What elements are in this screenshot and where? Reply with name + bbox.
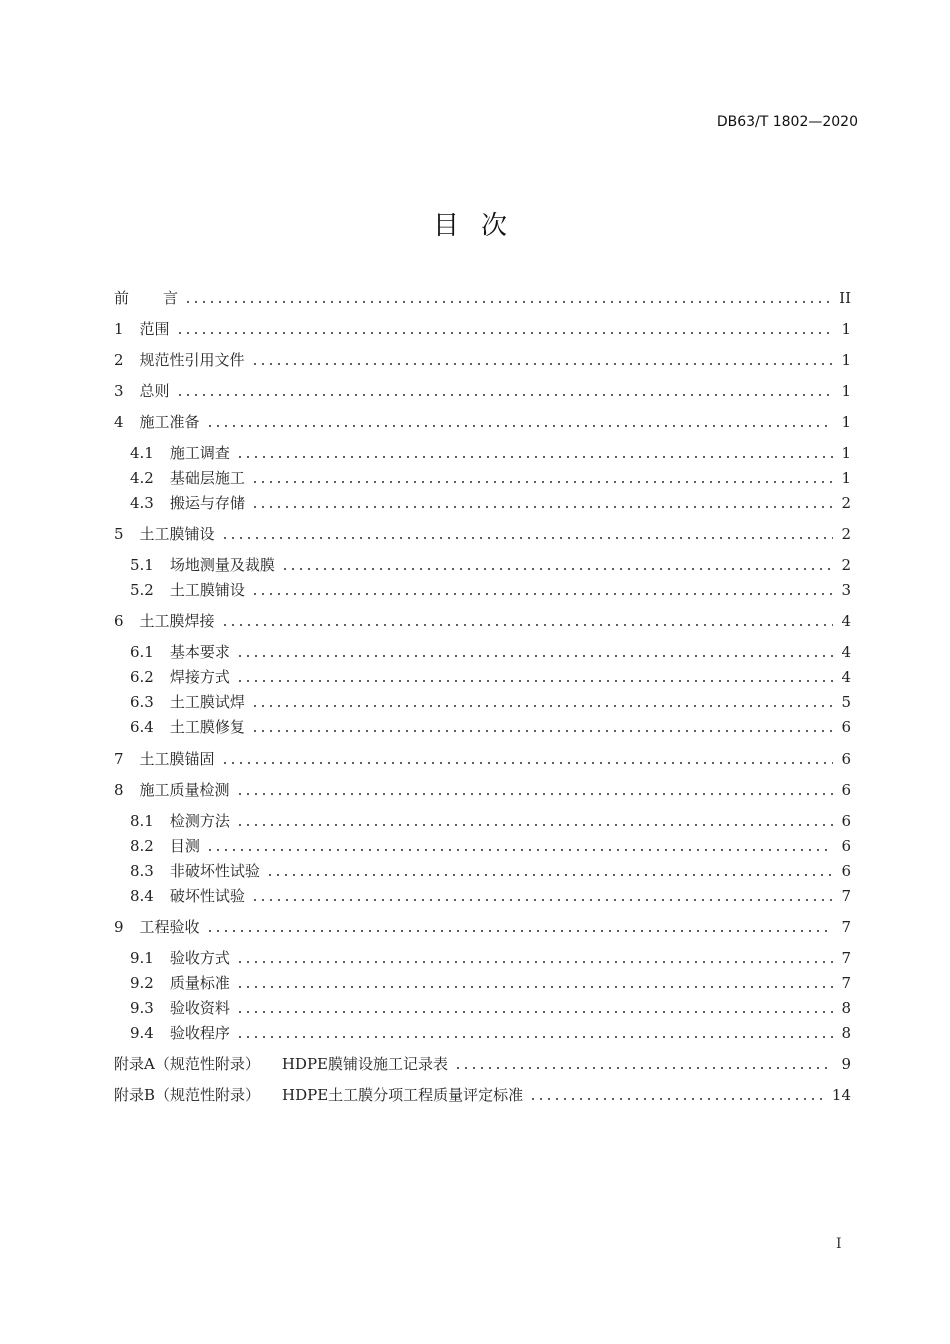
toc-entry[interactable] <box>114 318 851 340</box>
toc-leader-dots <box>236 655 834 657</box>
toc-entry-page: 6 <box>841 718 851 736</box>
toc-leader-dots <box>251 481 834 483</box>
toc-entry[interactable] <box>130 997 851 1019</box>
toc-leader-dots <box>206 930 834 932</box>
toc-entry-page: 6 <box>841 750 851 768</box>
toc-leader-dots <box>251 593 834 595</box>
toc-entry-page: 1 <box>841 444 851 462</box>
toc-leader-dots <box>221 762 834 764</box>
toc-entry-label: 验收程序 <box>169 1024 230 1042</box>
toc-entry[interactable] <box>130 972 851 994</box>
toc-entry-page: 1 <box>841 382 851 400</box>
toc-leader-dots <box>251 730 834 732</box>
toc-entry-page: 6 <box>841 862 851 880</box>
toc-entry-label: 规范性引用文件 <box>139 351 245 369</box>
toc-entry-number: 8.1 <box>130 812 154 830</box>
toc-entry[interactable] <box>114 411 851 433</box>
toc-entry-label: HDPE膜铺设施工记录表 <box>281 1055 448 1073</box>
toc-entry-label: 焊接方式 <box>169 668 230 686</box>
toc-entry-page: 6 <box>841 837 851 855</box>
toc-entry-page: 8 <box>841 1024 851 1042</box>
toc-entry-number: 6.1 <box>130 643 154 661</box>
toc-entry-label: 检测方法 <box>169 812 230 830</box>
toc-entry-page: 5 <box>841 693 851 711</box>
toc-entry[interactable] <box>130 1022 851 1044</box>
toc-entry-label: 土工膜锚固 <box>139 750 215 768</box>
toc-entry-number: 附录A（规范性附录） <box>114 1055 260 1073</box>
toc-entry-number: 4.1 <box>130 444 154 462</box>
toc-leader-dots <box>236 961 834 963</box>
toc-entry-page: 14 <box>831 1086 851 1104</box>
toc-entry-number: 5 <box>114 525 124 543</box>
toc-entry-number: 6.3 <box>130 693 154 711</box>
toc-entry-label: 验收方式 <box>169 949 230 967</box>
toc-entry-number: 8.4 <box>130 887 154 905</box>
toc-entry-page: 1 <box>841 320 851 338</box>
toc-entry-number: 3 <box>114 382 124 400</box>
toc-entry-page: 2 <box>841 556 851 574</box>
toc-entry-label: 基本要求 <box>169 643 230 661</box>
toc-entry-number: 4 <box>114 413 124 431</box>
toc-entry-label: 范围 <box>139 320 170 338</box>
toc-entry[interactable] <box>114 748 851 770</box>
toc-leader-dots <box>236 824 834 826</box>
toc-leader-dots <box>221 537 834 539</box>
toc-entry-label: 验收资料 <box>169 999 230 1017</box>
toc-entry-label: 场地测量及裁膜 <box>169 556 275 574</box>
toc-entry-number: 2 <box>114 351 124 369</box>
toc-leader-dots <box>251 899 834 901</box>
toc-entry-number: 8.2 <box>130 837 154 855</box>
toc-leader-dots <box>454 1067 833 1069</box>
toc-leader-dots <box>206 849 834 851</box>
toc-entry-number: 4.2 <box>130 469 154 487</box>
toc-entry[interactable] <box>114 287 851 309</box>
toc-entry-label: 施工调查 <box>169 444 230 462</box>
toc-entry-page: 1 <box>841 413 851 431</box>
toc-entry-number: 6.2 <box>130 668 154 686</box>
page-number: I <box>836 1236 842 1252</box>
toc-leader-dots <box>176 332 834 334</box>
toc-entry-label: 搬运与存储 <box>169 494 245 512</box>
toc-entry-number: 5.2 <box>130 581 154 599</box>
toc-leader-dots <box>221 624 834 626</box>
toc-entry[interactable] <box>130 860 851 882</box>
toc-entry-label: 施工质量检测 <box>139 781 230 799</box>
toc-entry[interactable] <box>130 492 851 514</box>
toc-entry-label: 土工膜铺设 <box>169 581 245 599</box>
toc-leader-dots <box>266 874 834 876</box>
toc-entry[interactable] <box>130 835 851 857</box>
toc-leader-dots <box>529 1098 824 1100</box>
toc-entry-label: 土工膜铺设 <box>139 525 215 543</box>
toc-leader-dots <box>251 705 834 707</box>
toc-entry[interactable] <box>130 716 851 738</box>
toc-entry-label: 土工膜试焊 <box>169 693 245 711</box>
toc-entry-page: 7 <box>841 949 851 967</box>
toc-entry[interactable] <box>130 467 851 489</box>
toc-entry-number: 8.3 <box>130 862 154 880</box>
toc-entry-page: 6 <box>841 812 851 830</box>
toc-entry-number: 4.3 <box>130 494 154 512</box>
toc-entry-page: 8 <box>841 999 851 1017</box>
toc-leader-dots <box>236 793 834 795</box>
toc-entry[interactable] <box>130 666 851 688</box>
toc-entry[interactable] <box>114 523 851 545</box>
toc-entry[interactable] <box>130 579 851 601</box>
toc-entry-label: 非破坏性试验 <box>169 862 260 880</box>
toc-entry-number: 9.3 <box>130 999 154 1017</box>
toc-entry-page: II <box>839 289 851 307</box>
toc-entry-page: 4 <box>841 612 851 630</box>
toc-entry-number: 9.1 <box>130 949 154 967</box>
toc-entry-page: 2 <box>841 525 851 543</box>
toc-entry-page: 1 <box>841 469 851 487</box>
toc-entry-label: 施工准备 <box>139 413 200 431</box>
toc-entry-number: 7 <box>114 750 124 768</box>
toc-entry[interactable] <box>114 779 851 801</box>
toc-leader-dots <box>281 568 834 570</box>
toc-entry[interactable] <box>130 442 851 464</box>
toc-leader-dots <box>251 506 834 508</box>
toc-entry-page: 3 <box>841 581 851 599</box>
toc-entry-page: 4 <box>841 668 851 686</box>
toc-entry-page: 9 <box>841 1055 851 1073</box>
toc-entry-number: 6.4 <box>130 718 154 736</box>
toc-entry[interactable] <box>130 947 851 969</box>
page-title: 目次 <box>432 211 529 241</box>
toc-entry-label: 目测 <box>169 837 200 855</box>
toc-entry-label: 基础层施工 <box>169 469 245 487</box>
toc-entry[interactable] <box>130 641 851 663</box>
toc-entry-number: 前 <box>114 289 130 307</box>
toc-entry[interactable] <box>114 380 851 402</box>
toc-entry-page: 6 <box>841 781 851 799</box>
toc-leader-dots <box>236 1036 834 1038</box>
toc-leader-dots <box>236 680 834 682</box>
toc-entry-label: 工程验收 <box>139 918 200 936</box>
toc-entry-label: 土工膜修复 <box>169 718 245 736</box>
toc-entry[interactable] <box>114 916 851 938</box>
toc-leader-dots <box>236 986 834 988</box>
toc-entry-label: 总则 <box>139 382 170 400</box>
toc-entry[interactable] <box>130 810 851 832</box>
toc-entry-page: 7 <box>841 918 851 936</box>
toc-entry[interactable] <box>114 349 851 371</box>
toc-entry-page: 7 <box>841 974 851 992</box>
toc-entry-number: 6 <box>114 612 124 630</box>
toc-leader-dots <box>236 1011 834 1013</box>
toc-entry-number: 9.4 <box>130 1024 154 1042</box>
toc-leader-dots <box>251 363 834 365</box>
toc-entry-label: 土工膜焊接 <box>139 612 215 630</box>
toc-leader-dots <box>184 301 831 303</box>
toc-leader-dots <box>206 425 834 427</box>
toc-entry-number: 5.1 <box>130 556 154 574</box>
toc-entry-number: 9.2 <box>130 974 154 992</box>
toc-entry[interactable] <box>130 885 851 907</box>
toc-entry-label: 言 <box>163 289 179 307</box>
toc-entry[interactable] <box>114 1053 851 1075</box>
toc-entry-page: 4 <box>841 643 851 661</box>
toc-entry[interactable] <box>130 554 851 576</box>
toc-entry-label: 破坏性试验 <box>169 887 245 905</box>
toc-entry-label: HDPE土工膜分项工程质量评定标准 <box>282 1086 524 1104</box>
toc-leader-dots <box>176 394 834 396</box>
toc-entry-number: 1 <box>114 320 124 338</box>
toc-entry-page: 1 <box>841 351 851 369</box>
toc-entry-page: 7 <box>841 887 851 905</box>
toc-entry-page: 2 <box>841 494 851 512</box>
toc-leader-dots <box>236 456 834 458</box>
toc-entry-number: 9 <box>114 918 124 936</box>
toc-entry[interactable] <box>130 691 851 713</box>
toc-entry[interactable] <box>114 610 851 632</box>
toc-entry-number: 8 <box>114 781 124 799</box>
toc-entry-label: 质量标准 <box>169 974 230 992</box>
toc-entry-number: 附录B（规范性附录） <box>114 1086 261 1104</box>
toc-entry[interactable] <box>114 1084 851 1106</box>
document-code: DB63/T 1802—2020 <box>716 114 858 130</box>
